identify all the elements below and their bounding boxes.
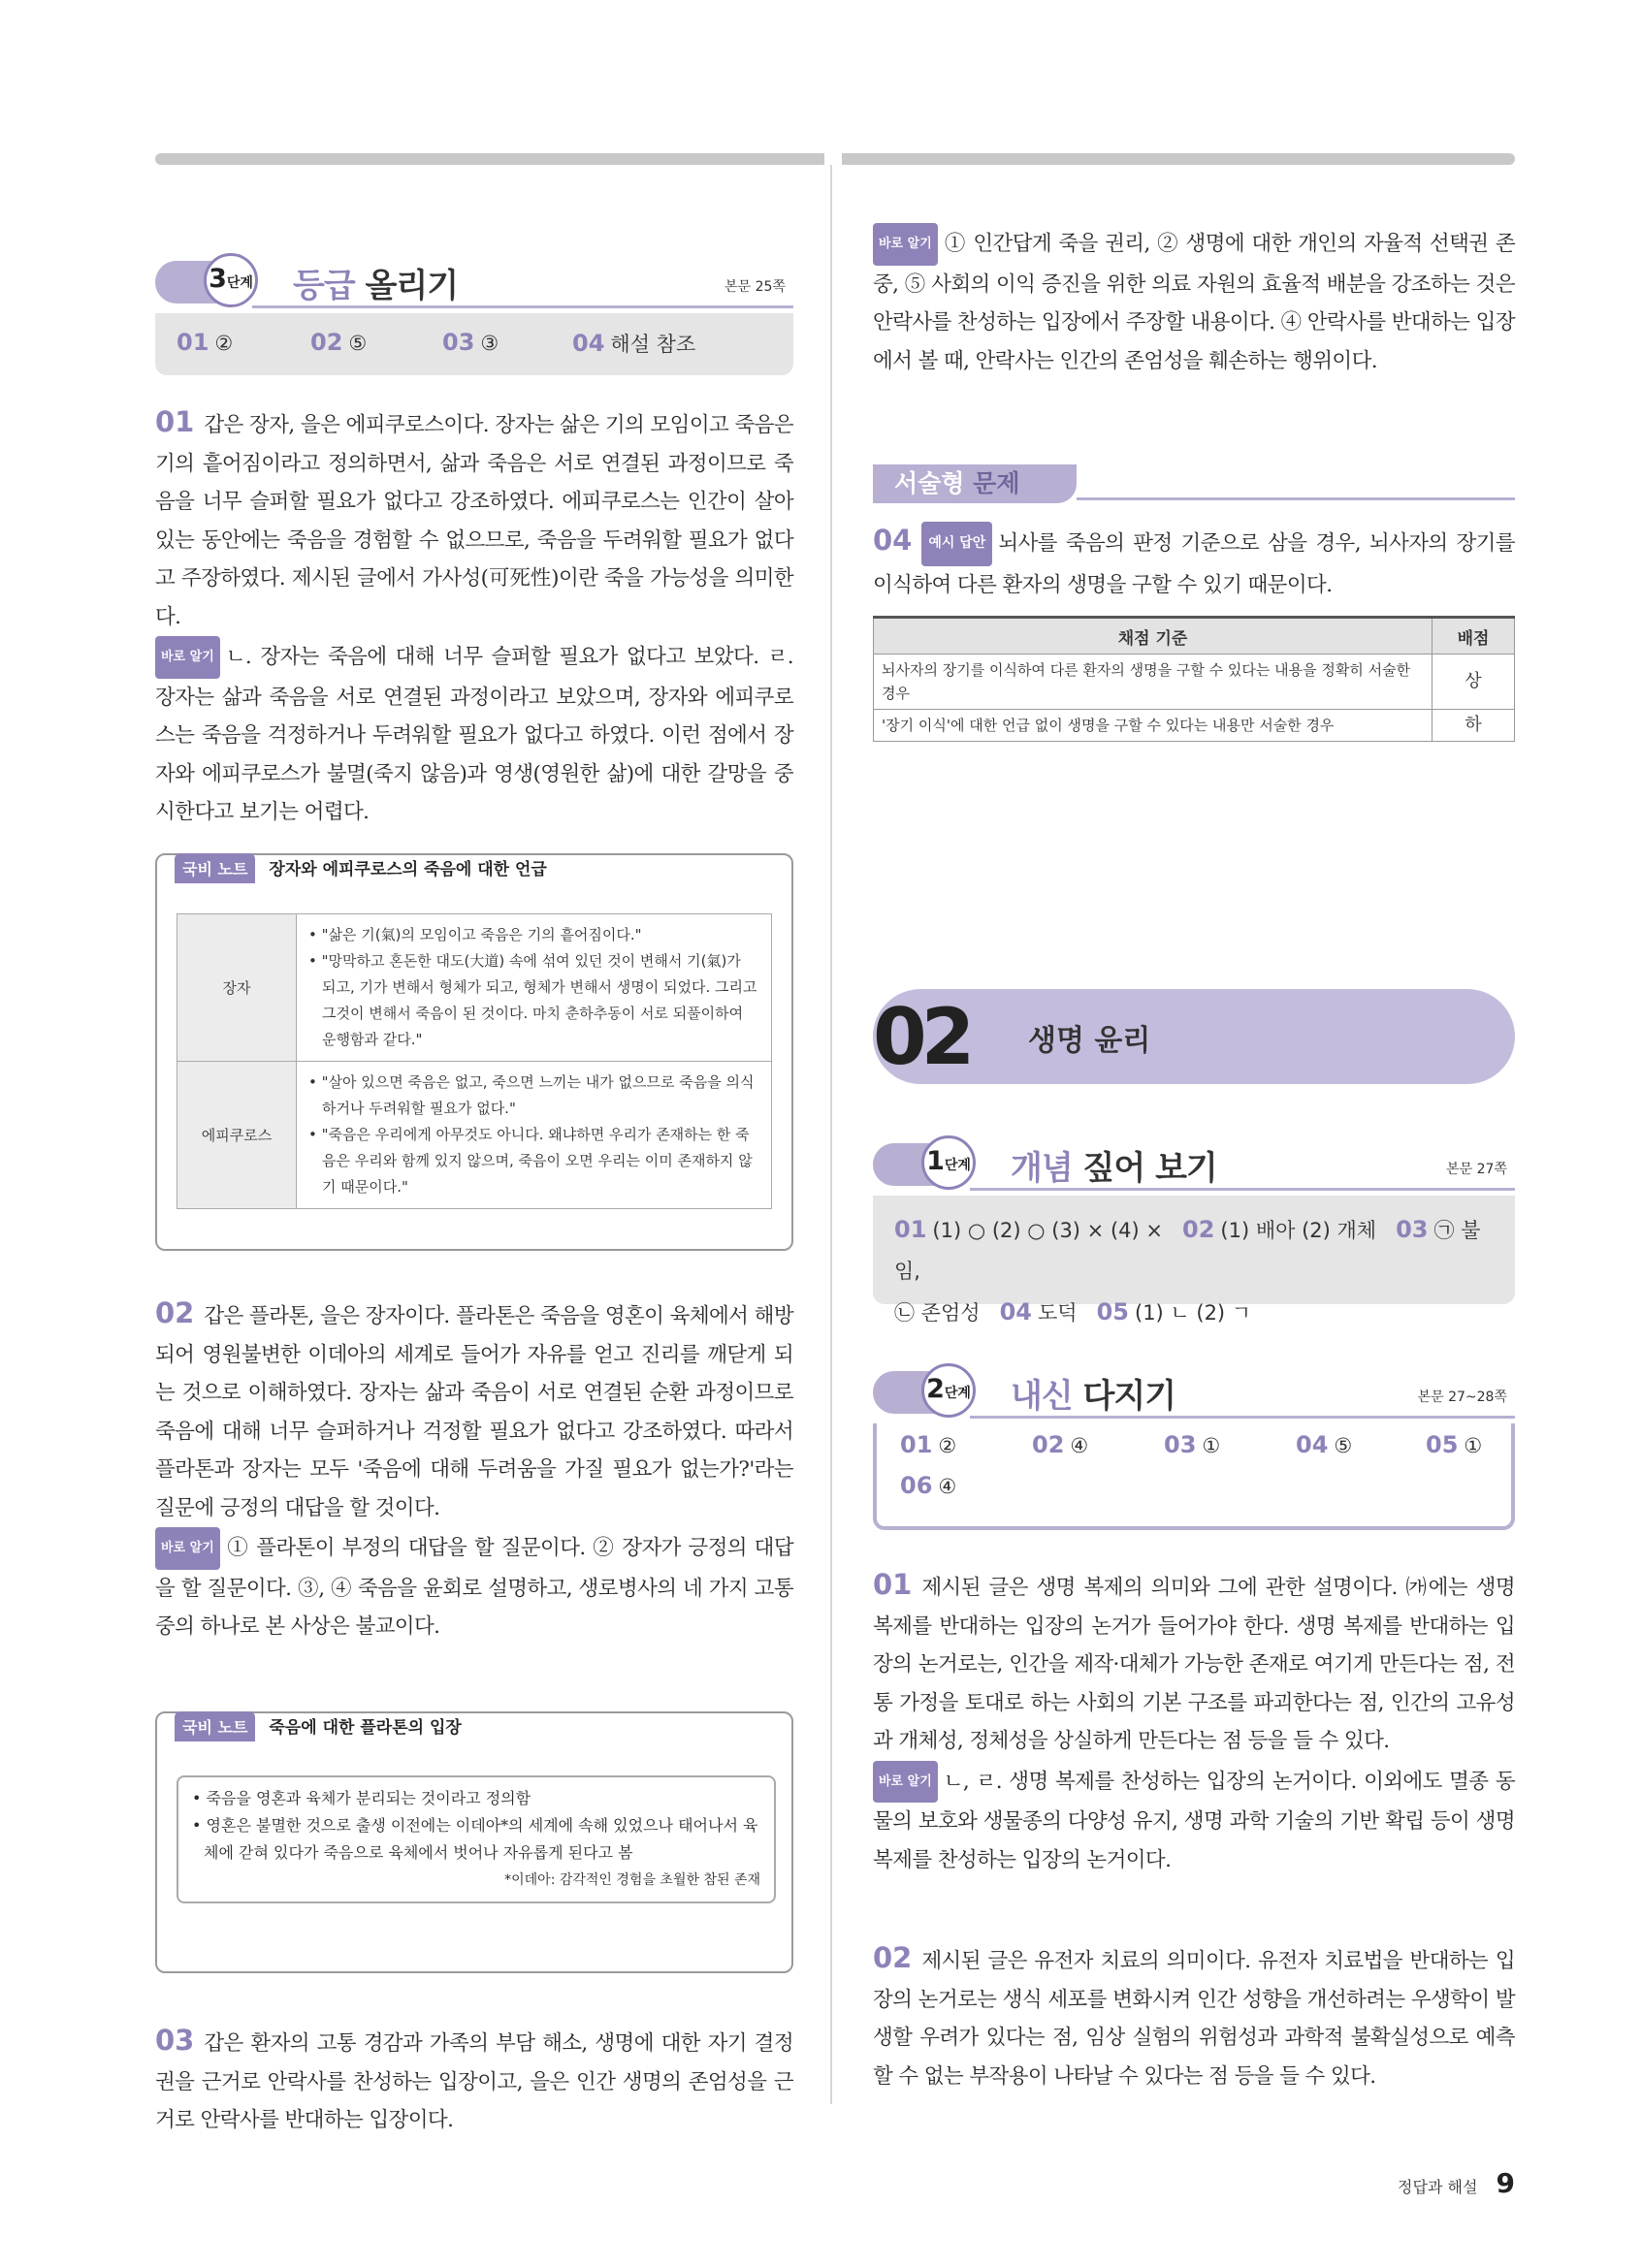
note-title: 장자와 에피쿠로스의 죽음에 대한 언급 (269, 860, 547, 879)
scoring-criteria: '장기 이식'에 대한 언급 없이 생명을 구할 수 있다는 내용만 서술한 경우 (874, 710, 1433, 742)
note-row-content (297, 1062, 772, 1209)
question-number: 01 (155, 405, 195, 438)
answer-item: 01 (1) ○ (2) ○ (3) × (4) × (894, 1216, 1163, 1243)
explanation-text: 갑은 플라톤, 을은 장자이다. 플라톤은 죽음을 영혼이 육체에서 해방되어 영원불변한 이데아의 세계로 들어가 자유를 얻고 진리를 깨닫게 되는 것으로 이해하였다. 장자는 삶과 죽음이 서로 연결된 순환 과정이므로 죽음에 대해 너무 슬퍼하거나 걱정할 필요가 없다고 강조하였다. 따라서 플라톤과 장자는 모두 '죽음에 대해 두려움을 가질 필요가 없는가?'라는 질문에 긍정의 대답을 할 것이다. (155, 1304, 793, 1520)
baro-text: ① 인간답게 죽을 권리, ② 생명에 대한 개인의 자율적 선택권 존중, ⑤ 사회의 이익 증진을 위한 의료 자원의 효율적 배분을 강조하는 것은 안락사를 찬성하는 입장에서 주장할 내용이다. ④ 안락사를 반대하는 입장에서 볼 때, 안락사는 인간의 존엄성을 훼손하는 행위이다. (873, 232, 1515, 373)
scoring-row (874, 710, 1515, 742)
explanation-q02 (155, 1294, 793, 1646)
answer-item: 05 ① (1426, 1431, 1483, 1458)
stage-page-ref: 본문 27~28쪽 (1417, 1390, 1507, 1405)
baro-text: ㄴ, ㄹ. 생명 복제를 찬성하는 입장의 논거이다. 이외에도 멸종 동물의 보호와 생물종의 다양성 유지, 생명 과학 기술의 기반 확립 등이 생명 복제를 찬성하는 입장의 논거이다. (873, 1769, 1515, 1872)
note-row-content (297, 914, 772, 1062)
answer-item: 02 (1) 배아 (2) 개체 (1182, 1216, 1377, 1243)
scoring-row (874, 655, 1515, 710)
note-badge: 국비 노트 (175, 853, 255, 883)
baro-text: ① 플라톤이 부정의 대답을 할 질문이다. ② 장자가 긍정의 대답을 할 질문이다. ③, ④ 죽음을 윤회로 설명하고, 생로병사의 네 가지 고통 중의 하나로 본 사상은 불교이다. (155, 1536, 793, 1639)
stage-page-ref: 본문 25쪽 (724, 279, 786, 295)
answer-box (155, 313, 793, 375)
question-number: 01 (873, 1568, 913, 1601)
answer-item: 02 ⑤ (310, 329, 368, 356)
note-table (177, 913, 772, 1209)
chapter-banner (873, 989, 1515, 1084)
note-badge: 국비 노트 (175, 1711, 255, 1741)
baro-text: ㄴ. 장자는 죽음에 대해 너무 슬퍼할 필요가 없다고 보았다. ㄹ. 장자는 삶과 죽음을 서로 연결된 과정이라고 보았으며, 장자와 에피쿠로스는 죽음을 걱정하거나 두려워할 필요가 없다고 하였다. 이런 점에서 장자와 에피쿠로스가 불멸(죽지 않음)과 영생(영원한 삶)에 대한 갈망을 중시한다고 보기는 어렵다. (155, 645, 793, 824)
answer-item: 03 ㉠ 불임, (894, 1216, 1481, 1283)
question-number: 04 (873, 524, 913, 557)
note-item: • "죽음은 우리에게 아무것도 아니다. 왜냐하면 우리가 존재하는 한 죽음은 우리와 함께 있지 않으며, 죽음이 오면 우리는 이미 존재하지 않기 때문이다." (308, 1126, 753, 1196)
answer-box (873, 1196, 1515, 1326)
stage-badge: 1단계 (921, 1135, 976, 1190)
note-item: • "망막하고 혼돈한 대도(大道) 속에 섞여 있던 것이 변해서 기(氣)가 되고, 기가 변해서 형체가 되고, 형체가 변해서 생명이 되었다. 그리고 그것이 변해서 죽음이 된 것이다. 마치 춘하추동이 서로 되풀이하여 운행함과 같다." (308, 952, 757, 1048)
baro-badge: 바로 알기 (873, 1761, 938, 1804)
answer-item: 06 ④ (900, 1472, 957, 1499)
note-item: • "삶은 기(氣)의 모임이고 죽음은 기의 흩어짐이다." (308, 926, 642, 943)
answer-item: 04 ⑤ (1296, 1431, 1353, 1458)
stage-page-ref: 본문 27쪽 (1446, 1162, 1507, 1177)
stage1-header (873, 1130, 1515, 1326)
chapter-title: 생명 윤리 (1028, 1024, 1151, 1058)
answer-item: 03 ① (1164, 1431, 1221, 1458)
answer-item: 04 해설 참조 (572, 330, 696, 357)
answer-item: 01 ② (900, 1431, 957, 1458)
note-row-head: 장자 (177, 914, 297, 1062)
essay-label: 서술형 문제 (873, 464, 1077, 503)
stage-title: 등급 올리기 (293, 267, 459, 305)
stage-badge: 3단계 (204, 253, 258, 307)
explanation-r-q02 (873, 1939, 1515, 2095)
stage-underline (970, 1416, 1515, 1419)
note-box-1 (155, 853, 793, 1251)
stage-underline (252, 305, 793, 308)
answer-item: 05 (1) ㄴ (2) ㄱ (1096, 1298, 1252, 1326)
stage-badge: 2단계 (921, 1363, 976, 1418)
explanation-r-q01 (873, 1566, 1515, 1879)
note-box-2 (155, 1711, 793, 1973)
note-header (175, 853, 547, 883)
explanation-text: 뇌사를 죽음의 판정 기준으로 삼을 경우, 뇌사자의 장기를 이식하여 다른 환자의 생명을 구할 수 있기 때문이다. (873, 531, 1515, 597)
explanation-text: 제시된 글은 생명 복제의 의미와 그에 관한 설명이다. ㈎에는 생명 복제를 반대하는 입장의 논거가 들어가야 한다. 생명 복제를 반대하는 입장의 논거로는, 인간을 제작·대체가 가능한 존재로 여기게 만든다는 점, 전통 가정을 토대로 하는 사회의 기본 구조를 파괴한다는 점, 인간의 고유성과 개체성, 정체성을 상실하게 만든다는 점 등을 들 수 있다. (873, 1576, 1515, 1753)
note-title: 죽음에 대한 플라톤의 입장 (269, 1718, 462, 1738)
note-row-head: 에피쿠로스 (177, 1062, 297, 1209)
explanation-text: 갑은 장자, 을은 에피쿠로스이다. 장자는 삶은 기의 모임이고 죽음은 기의 흩어짐이라고 정의하면서, 삶과 죽음은 서로 연결된 과정이므로 죽음을 너무 슬퍼할 필요가 없다고 강조하였다. 에피쿠로스는 인간이 살아 있는 동안에는 죽음을 경험할 수 없으므로, 죽음을 두려워할 필요가 없다고 주장하였다. 제시된 글에서 가사성(可死性)이란 죽을 가능성을 의미한다. (155, 413, 793, 629)
note-row (177, 1062, 772, 1209)
stage-title: 개념 짚어 보기 (1011, 1149, 1217, 1188)
essay-rule (1077, 497, 1515, 500)
note-item: • 영혼은 불멸한 것으로 출생 이전에는 이데아*의 세계에 속해 있었으나 태어나서 육체에 갇혀 있다가 죽음으로 육체에서 벗어나 자유롭게 된다고 봄 (192, 1816, 758, 1862)
scoring-criteria: 뇌사자의 장기를 이식하여 다른 환자의 생명을 구할 수 있다는 내용을 정확히 서술한 경우 (874, 655, 1433, 710)
scoring-grade: 상 (1433, 655, 1515, 710)
note-content (177, 1775, 776, 1903)
example-answer-badge: 예시 답안 (921, 522, 992, 566)
note-footnote: *이데아: 감각적인 경험을 초월한 참된 존재 (504, 1872, 760, 1888)
top-rule-right (842, 153, 1515, 165)
explanation-text: 제시된 글은 유전자 치료의 의미이다. 유전자 치료법을 반대하는 입장의 논거로는 생식 세포를 변화시켜 인간 성향을 개선하려는 우생학이 발생할 우려가 있다는 점, 임상 실험의 위험성과 과학적 불확실성으로 예측할 수 없는 부작용이 나타날 수 있다는 점 등을 들 수 있다. (873, 1949, 1515, 2089)
scoring-table (873, 616, 1515, 742)
note-item: • "살아 있으면 죽음은 없고, 죽으면 느끼는 내가 없으므로 죽음을 의식하거나 두려워할 필요가 없다." (308, 1073, 755, 1117)
explanation-text: 갑은 환자의 고통 경감과 가족의 부담 해소, 생명에 대한 자기 결정권을 근거로 안락사를 찬성하는 입장이고, 을은 인간 생명의 존엄성을 근거로 안락사를 반대하는 입장이다. (155, 2031, 793, 2132)
footer-label: 정답과 해설 (1398, 2178, 1478, 2196)
explanation-q01 (155, 403, 793, 832)
note-row (177, 914, 772, 1062)
answer-item: 04 도덕 (999, 1298, 1078, 1326)
explanation-q04 (873, 522, 1515, 604)
stage3-header (155, 247, 793, 375)
stage-underline (970, 1188, 1515, 1191)
top-rule-left (155, 153, 824, 165)
answer-item: 01 ② (177, 329, 234, 356)
question-number: 02 (155, 1296, 195, 1329)
center-divider (830, 165, 832, 2104)
stage2-header (873, 1358, 1515, 1530)
scoring-points-header: 배점 (1433, 618, 1515, 655)
page-footer (1398, 2167, 1515, 2199)
question-number: 03 (155, 2024, 195, 2057)
answer-item: 02 ④ (1032, 1431, 1089, 1458)
answer-item: 03 ③ (442, 329, 499, 356)
baro-badge: 바로 알기 (155, 636, 220, 679)
page-number: 9 (1496, 2167, 1515, 2199)
baro-badge: 바로 알기 (155, 1527, 220, 1570)
essay-section-header (873, 461, 1515, 509)
answer-line (894, 1209, 1497, 1292)
stage-title: 내신 다지기 (1011, 1377, 1176, 1416)
answer-box (873, 1423, 1515, 1530)
note-header (175, 1711, 462, 1741)
question-number: 02 (873, 1941, 913, 1974)
explanation-q03 (155, 2022, 793, 2140)
scoring-grade: 하 (1433, 710, 1515, 742)
answer-item: ㉡ 존엄성 (894, 1301, 981, 1325)
note-item: • 죽음을 영혼과 육체가 분리되는 것이라고 정의함 (192, 1789, 531, 1807)
chapter-number: 02 (873, 992, 970, 1082)
scoring-header-row (874, 618, 1515, 655)
baro-badge: 바로 알기 (873, 223, 938, 266)
explanation-q03-continued (873, 223, 1515, 380)
answer-line (894, 1292, 1497, 1333)
scoring-criteria-header: 채점 기준 (874, 618, 1433, 655)
